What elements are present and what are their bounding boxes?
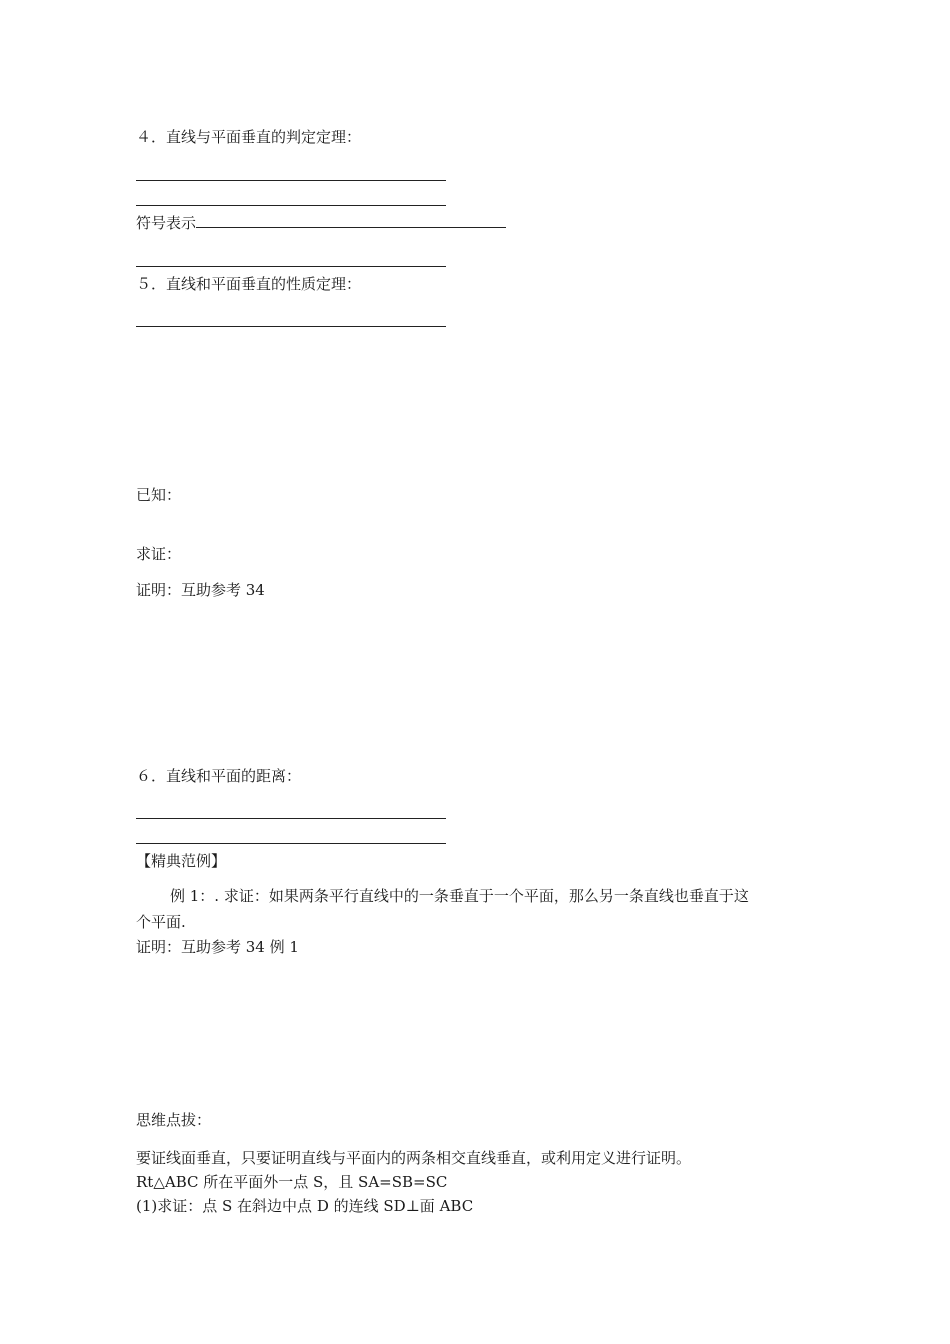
blank-line xyxy=(136,180,446,181)
known-label: 已知： xyxy=(136,486,182,504)
item5-title: ５．直线和平面垂直的性质定理： xyxy=(136,275,362,293)
symbol-label: 符号表示 xyxy=(136,214,197,232)
blank-line xyxy=(136,205,446,206)
thinking-text: 要证线面垂直，只要证明直线与平面内的两条相交直线垂直，或利用定义进行证明。 xyxy=(136,1149,692,1167)
example1-text-cont: 个平面. xyxy=(136,913,186,931)
problem-question: (1)求证：点 S 在斜边中点 D 的连线 SD⊥面 ABC xyxy=(136,1197,474,1215)
section-title: 【精典范例】 xyxy=(136,852,227,870)
symbol-row xyxy=(136,213,506,233)
blank-line xyxy=(136,843,446,844)
example1-text: 例 1：. 求证：如果两条平行直线中的一条垂直于一个平面，那么另一条直线也垂直于这 xyxy=(170,887,749,905)
blank-line xyxy=(136,326,446,327)
thinking-label: 思维点拔： xyxy=(136,1111,212,1129)
prove-label: 求证： xyxy=(136,545,182,563)
problem-text: Rt△ABC 所在平面外一点 S，且 SA=SB=SC xyxy=(136,1173,448,1191)
proof-reference: 证明：互助参考 34 xyxy=(136,581,265,599)
symbol-blank-line xyxy=(196,213,506,228)
item4-title: ４．直线与平面垂直的判定定理： xyxy=(136,128,362,146)
proof-reference: 证明：互助参考 34 例 1 xyxy=(136,938,299,956)
blank-line xyxy=(136,818,446,819)
item6-title: ６．直线和平面的距离： xyxy=(136,767,302,785)
blank-line xyxy=(136,266,446,267)
